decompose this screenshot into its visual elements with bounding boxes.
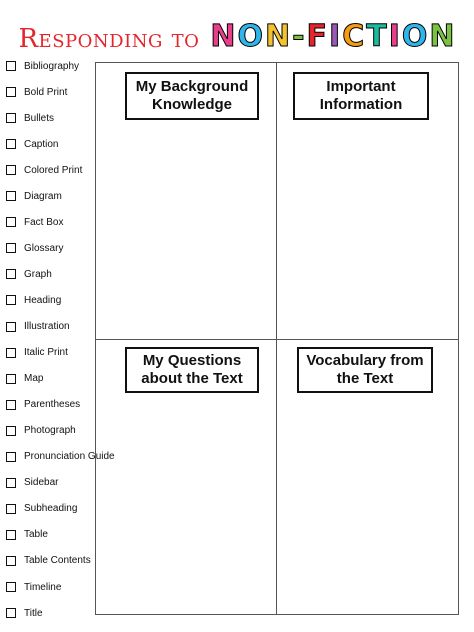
checklist-item	[6, 58, 79, 74]
checklist-item-label: Graph	[24, 268, 52, 280]
checkbox[interactable]	[6, 530, 16, 540]
checklist-item-label: Sidebar	[24, 477, 59, 489]
title-letter: -	[292, 19, 305, 54]
quadrant-label-important-information: Important Information	[293, 72, 429, 120]
title-letter: C	[342, 19, 365, 54]
checkbox[interactable]	[6, 608, 16, 618]
checklist-item-label: Fact Box	[24, 216, 64, 228]
checkbox[interactable]	[6, 139, 16, 149]
checklist-item-label: Glossary	[24, 242, 64, 254]
quadrant-label-my-questions: My Questions about the Text	[125, 347, 259, 393]
checkbox[interactable]	[6, 295, 16, 305]
checklist-item	[6, 266, 52, 282]
checkbox[interactable]	[6, 217, 16, 227]
checklist-item	[6, 553, 91, 569]
checklist-item-label: Map	[24, 373, 44, 385]
quadrant-label-vocabulary: Vocabulary from the Text	[297, 347, 433, 393]
checklist-item-label: Subheading	[24, 503, 78, 515]
checkbox[interactable]	[6, 582, 16, 592]
checkbox[interactable]	[6, 61, 16, 71]
title-letter: N	[264, 19, 291, 54]
title-letter: O	[237, 19, 263, 54]
checklist-item	[6, 162, 82, 178]
checklist-item-label: Italic Print	[24, 347, 68, 359]
checkbox[interactable]	[6, 478, 16, 488]
grid-horizontal-divider	[95, 339, 459, 340]
checkbox[interactable]	[6, 452, 16, 462]
checklist-item-label: Bibliography	[24, 60, 80, 72]
title-letter: N	[210, 19, 236, 54]
checkbox[interactable]	[6, 87, 16, 97]
checklist-item	[6, 605, 43, 621]
title-part-responding: Responding to	[18, 24, 200, 54]
checklist-item	[6, 501, 77, 517]
checkbox[interactable]	[6, 322, 16, 332]
title-letter: I	[388, 19, 400, 54]
checklist-item	[6, 110, 54, 126]
title-letter: O	[401, 19, 428, 54]
checklist-item-label: Table	[24, 529, 48, 541]
checkbox[interactable]	[6, 243, 16, 253]
checklist-item-label: Pronunciation Guide	[24, 451, 115, 463]
checklist-item	[6, 423, 76, 439]
title-part-nonfiction	[209, 20, 455, 54]
checklist-item	[6, 319, 70, 335]
checkbox[interactable]	[6, 348, 16, 358]
checklist-item	[6, 475, 58, 491]
checklist-item-label: Bold Print	[24, 86, 68, 98]
checklist-item-label: Caption	[24, 138, 59, 150]
quadrant-label-background-knowledge: My Background Knowledge	[125, 72, 259, 120]
checklist-item	[6, 527, 48, 543]
title-letter: N	[429, 19, 455, 54]
checklist-item-label: Colored Print	[24, 164, 83, 176]
checklist-item	[6, 345, 68, 361]
title-letter: T	[366, 19, 387, 54]
checklist-item-label: Photograph	[24, 425, 76, 437]
checklist-item	[6, 240, 63, 256]
checklist-item-label: Bullets	[24, 112, 55, 124]
checkbox[interactable]	[6, 374, 16, 384]
checklist-item	[6, 397, 80, 413]
checklist-item	[6, 292, 61, 308]
checklist-item	[6, 188, 62, 204]
checkbox[interactable]	[6, 504, 16, 514]
checklist-item	[6, 371, 43, 387]
checkbox[interactable]	[6, 191, 16, 201]
checklist-item-label: Illustration	[24, 321, 70, 332]
checkbox[interactable]	[6, 426, 16, 436]
checklist-item	[6, 136, 58, 152]
worksheet-title	[0, 14, 474, 54]
checklist-item-label: Parentheses	[24, 399, 81, 411]
checklist-item-label: Diagram	[24, 190, 62, 202]
checkbox[interactable]	[6, 556, 16, 566]
checklist-item	[6, 579, 61, 595]
checklist-item	[6, 84, 67, 100]
checkbox[interactable]	[6, 113, 16, 123]
checkbox[interactable]	[6, 400, 16, 410]
checkbox[interactable]	[6, 269, 16, 279]
checklist-item	[6, 214, 63, 230]
title-letter: I	[329, 19, 341, 54]
title-letter: F	[306, 19, 328, 54]
checklist-item-label: Table Contents	[24, 555, 91, 567]
checkbox[interactable]	[6, 165, 16, 175]
checklist-item-label: Heading	[24, 294, 62, 306]
checklist-item-label: Timeline	[24, 581, 62, 593]
checklist-item-label: Title	[24, 607, 43, 619]
